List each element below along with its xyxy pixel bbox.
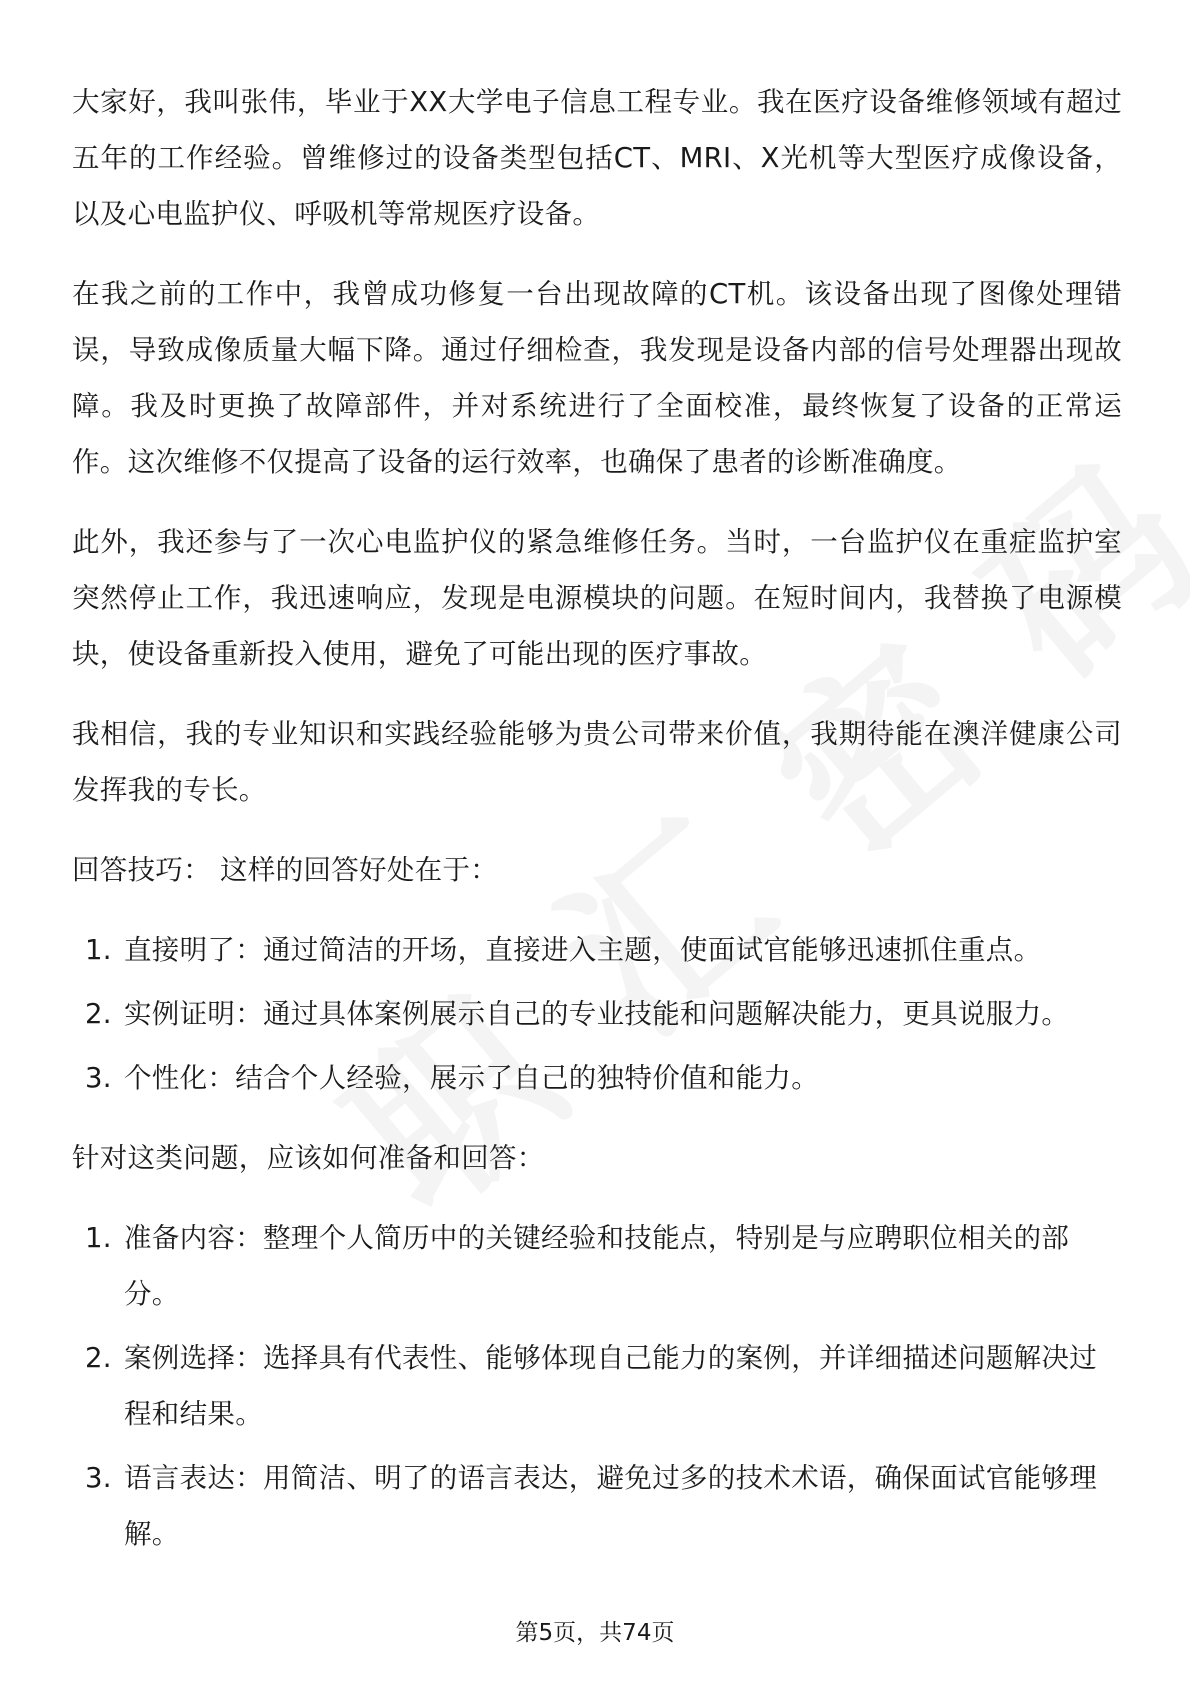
list-number: 3. <box>85 1062 112 1094</box>
list-item-text: 准备内容：整理个人简历中的关键经验和技能点，特别是与应聘职位相关的部分。 <box>124 1222 1070 1310</box>
list-item <box>72 1450 1122 1562</box>
list-item-text: 案例选择：选择具有代表性、能够体现自己能力的案例，并详细描述问题解决过程和结果。 <box>124 1342 1097 1430</box>
closing-paragraph: 我相信，我的专业知识和实践经验能够为贵公司带来价值，我期待能在澳洋健康公司发挥我的专长。 <box>72 718 1122 806</box>
list-number: 3. <box>85 1462 112 1494</box>
list-item-text: 语言表达：用简洁、明了的语言表达，避免过多的技术术语，确保面试官能够理解。 <box>124 1462 1097 1550</box>
list-number: 1. <box>85 934 112 966</box>
intro-paragraph: 大家好，我叫张伟，毕业于XX大学电子信息工程专业。我在医疗设备维修领域有超过五年的工作经验。曾维修过的设备类型包括CT、MRI、X光机等大型医疗成像设备，以及心电监护仪、呼吸机等常规医疗设备。 <box>72 86 1122 230</box>
list-item <box>72 1210 1122 1322</box>
tips-heading: 回答技巧： 这样的回答好处在于： <box>72 854 499 886</box>
tips-list <box>72 922 1122 1106</box>
list-item-text: 实例证明：通过具体案例展示自己的专业技能和问题解决能力，更具说服力。 <box>124 998 1070 1030</box>
prep-list <box>72 1210 1122 1562</box>
prep-heading: 针对这类问题，应该如何准备和回答： <box>72 1142 545 1174</box>
document-page <box>72 74 1122 1586</box>
list-item <box>72 1050 1122 1106</box>
list-number: 1. <box>85 1222 112 1254</box>
page-number-label: 第5页，共74页 <box>515 1620 675 1646</box>
list-item-text: 个性化：结合个人经验，展示了自己的独特价值和能力。 <box>124 1062 819 1094</box>
list-item-text: 直接明了：通过简洁的开场，直接进入主题，使面试官能够迅速抓住重点。 <box>124 934 1042 966</box>
page-footer <box>0 1614 1190 1647</box>
list-number: 2. <box>85 998 112 1030</box>
list-item <box>72 1330 1122 1442</box>
list-item <box>72 986 1122 1042</box>
list-number: 2. <box>85 1342 112 1374</box>
ecg-case-paragraph: 此外，我还参与了一次心电监护仪的紧急维修任务。当时，一台监护仪在重症监护室突然停止工作，我迅速响应，发现是电源模块的问题。在短时间内，我替换了电源模块，使设备重新投入使用，避免了可能出现的医疗事故。 <box>72 526 1122 670</box>
ct-case-paragraph: 在我之前的工作中，我曾成功修复一台出现故障的CT机。该设备出现了图像处理错误，导致成像质量大幅下降。通过仔细检查，我发现是设备内部的信号处理器出现故障。我及时更换了故障部件，并对系统进行了全面校准，最终恢复了设备的正常运作。这次维修不仅提高了设备的运行效率，也确保了患者的诊断准确度。 <box>72 278 1122 478</box>
list-item <box>72 922 1122 978</box>
